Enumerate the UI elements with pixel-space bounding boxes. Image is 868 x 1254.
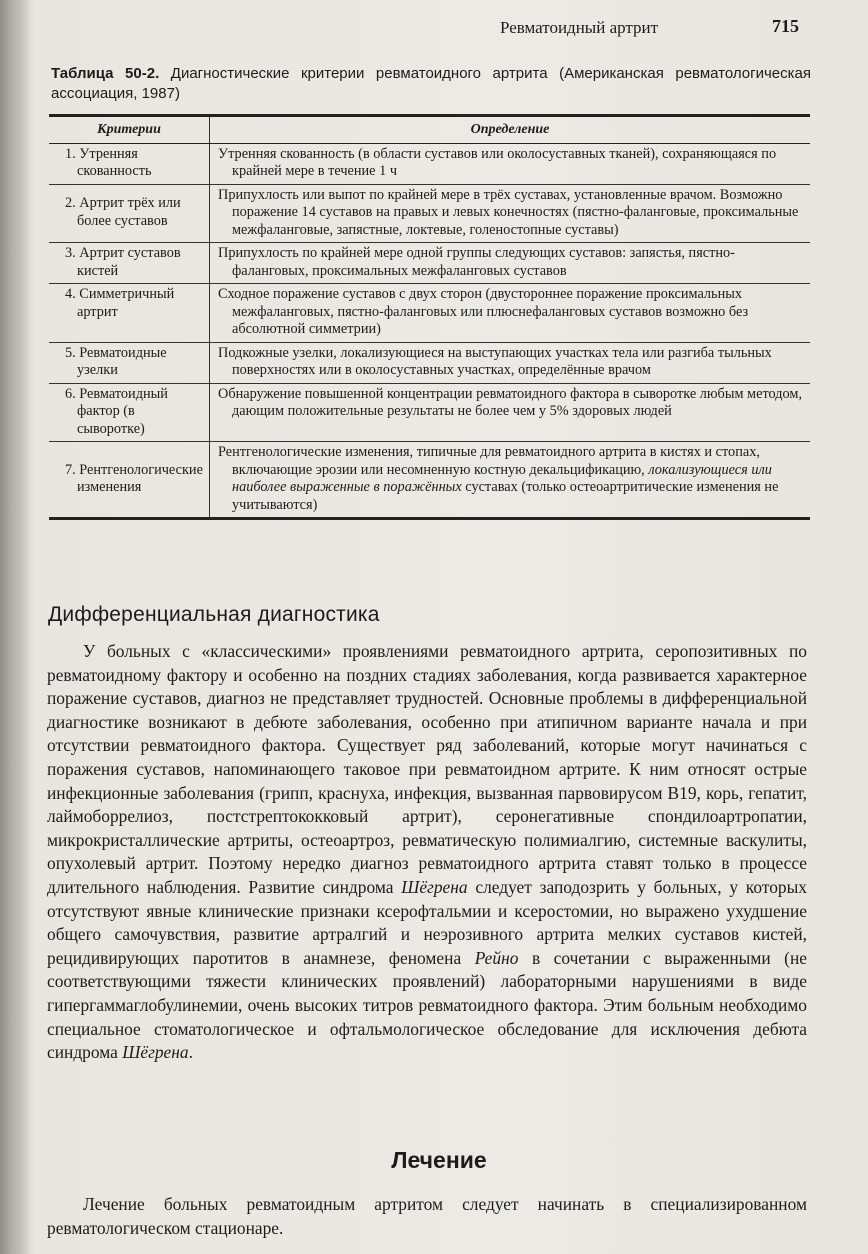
page-number: 715 (772, 16, 799, 36)
page-spine-shadow (0, 0, 34, 1254)
definition-text: Припухлость по крайней мере одной группы следующих суставов: запястья, пястно-фаланговых, проксимальных межфаланговых суставов (218, 245, 735, 279)
table-row (49, 184, 810, 243)
definition-cell (210, 143, 811, 184)
criterion-text: 7. Рентгенологические изменения (65, 461, 203, 495)
criteria-table (49, 114, 810, 520)
term-reynaud: Рейно (474, 947, 519, 968)
criterion-text: 3. Артрит суставов кистей (65, 245, 181, 279)
definition-text-main: Рентгенологические изменения, типичные для ревматоидного артрита в кистях и стопах, включающие эрозии или несомненную костную декальцификацию, (218, 444, 760, 478)
definition-cell (210, 342, 811, 383)
paragraph-text: У больных с «классическими» проявлениями ревматоидного артрита, серопозитивных по ревматоидному фактору и особенно на поздних стадиях заболевания, когда развивается характерное поражение суставов, диагноз не представляет трудностей. Основные проблемы в дифференциальной диагностике возникают в дебюте заболевания, особенно при атипичном варианте начала и при отсутствии ревматоидного фактора. Существует ряд заболеваний, которые могут начинаться с поражения суставов, напоминающего таковое при ревматоидном артрите. К ним относят острые инфекционные заболевания (грипп, краснуха, инфекция, вызванная парвовирусом B19, корь, гепатит, лаймоборрелиоз, постстрептококковый артрит), серонегативные спондилоартропатии, микрокристаллические артриты, остеоартроз, ревматическую полимиалгию, системные васкулиты, опухолевый артрит. Поэтому нередко диагноз ревматоидного артрита ставят только в процессе длительного наблюдения. Развитие синдрома (47, 641, 807, 897)
criterion-text: 5. Ревматоидные узелки (65, 344, 167, 378)
paragraph-text: следует заподозрить у больных, у которых отсутствуют явные клинические признаки ксерофтальмии и ксеростомии, но выражено ухудшение общего самочувствия, развитие артралгий и неэрозивного артрита мелких суставов кистей, рецидивирующих паротитов в анамнезе, феномена (47, 876, 807, 968)
criterion-cell (49, 342, 210, 383)
definition-cell (210, 442, 811, 519)
criterion-text: 4. Симметричный артрит (65, 286, 175, 320)
definition-cell (210, 284, 811, 343)
criterion-cell (49, 284, 210, 343)
running-head (0, 14, 868, 44)
definition-text: Подкожные узелки, локализующиеся на выступающих участках тела или разгиба тыльных поверхностях или в околосуставных участках, определённые врачом (218, 344, 772, 378)
table-header-row (49, 116, 810, 144)
definition-text: Утренняя скованность (в области суставов или околосуставных тканей), сохраняющаяся по крайней мере в течение 1 ч (218, 145, 777, 179)
table-row (49, 243, 810, 284)
table-caption (51, 64, 811, 104)
term-shegren: Шёгрена (401, 876, 468, 897)
table-row (49, 284, 810, 343)
criterion-text: 1. Утренняя скованность (65, 145, 152, 179)
criterion-cell (49, 184, 210, 243)
definition-text: Обнаружение повышенной концентрации ревматоидного фактора в сыворотке любым методом, дающим положительные результаты не более чем у 5% здоровых людей (218, 385, 803, 419)
table-row (49, 383, 810, 442)
criterion-cell (49, 143, 210, 184)
definition-text-end: суставах (только остеоартритические изменения не учитываются) (232, 479, 779, 513)
definition-text: Сходное поражение суставов с двух сторон (двустороннее поражение проксимальных межфаланговых, пястно-фаланговых или плюснефаланговых суставов возможно без абсолютной симметрии) (218, 286, 749, 337)
table-caption-text: Диагностические критерии ревматоидного артрита (Американская ревматологическая ассоциация, 1987) (51, 65, 811, 102)
criterion-text: 6. Ревматоидный фактор (в сыворотке) (65, 385, 168, 437)
definition-text (214, 444, 806, 514)
section-heading-treatment: Лечение (391, 1147, 487, 1173)
table-caption-label: Таблица 50-2. (51, 65, 160, 82)
definition-text-italic: локализующиеся или наиболее выраженные в поражённых (232, 461, 772, 495)
table-row (49, 342, 810, 383)
paragraph-end: . (188, 1042, 193, 1063)
section-heading-differential: Дифференциальная диагностика (48, 603, 380, 626)
criterion-cell (49, 383, 210, 442)
term-shegren: Шёгрена (122, 1042, 189, 1063)
definition-text: Припухлость или выпот по крайней мере в трёх суставах, установленные врачом. Возможно поражение 14 суставов на правых и левых конечностях (пястно-фаланговые, проксимальные межфаланговые, запястные, локтевые, голеностопные суставы) (218, 186, 799, 238)
treatment-paragraph: Лечение больных ревматоидным артритом следует начинать в специализированном ревматологическом стационаре. (47, 1194, 807, 1238)
paragraph-text: в сочетании с выраженными (не соответствующими тяжести клинических проявлений) лабораторными нарушениями в виде гипергаммаглобулинемии, очень высоких титров ревматоидного фактора. Этим больным необходимо специальное стоматологическое и офтальмологическое обследование для исключения дебюта синдрома (47, 947, 807, 1063)
definition-cell (210, 184, 811, 243)
differential-paragraph (47, 640, 807, 1065)
table-row (49, 442, 810, 519)
definition-cell (210, 243, 811, 284)
definition-cell (210, 383, 811, 442)
criterion-cell (49, 243, 210, 284)
criterion-cell (49, 442, 210, 519)
running-head-title: Ревматоидный артрит (500, 18, 659, 37)
column-header-criteria: Критерии (49, 116, 210, 144)
column-header-definition: Определение (210, 116, 811, 144)
criterion-text: 2. Артрит трёх или более суставов (65, 195, 181, 229)
table-row (49, 143, 810, 184)
